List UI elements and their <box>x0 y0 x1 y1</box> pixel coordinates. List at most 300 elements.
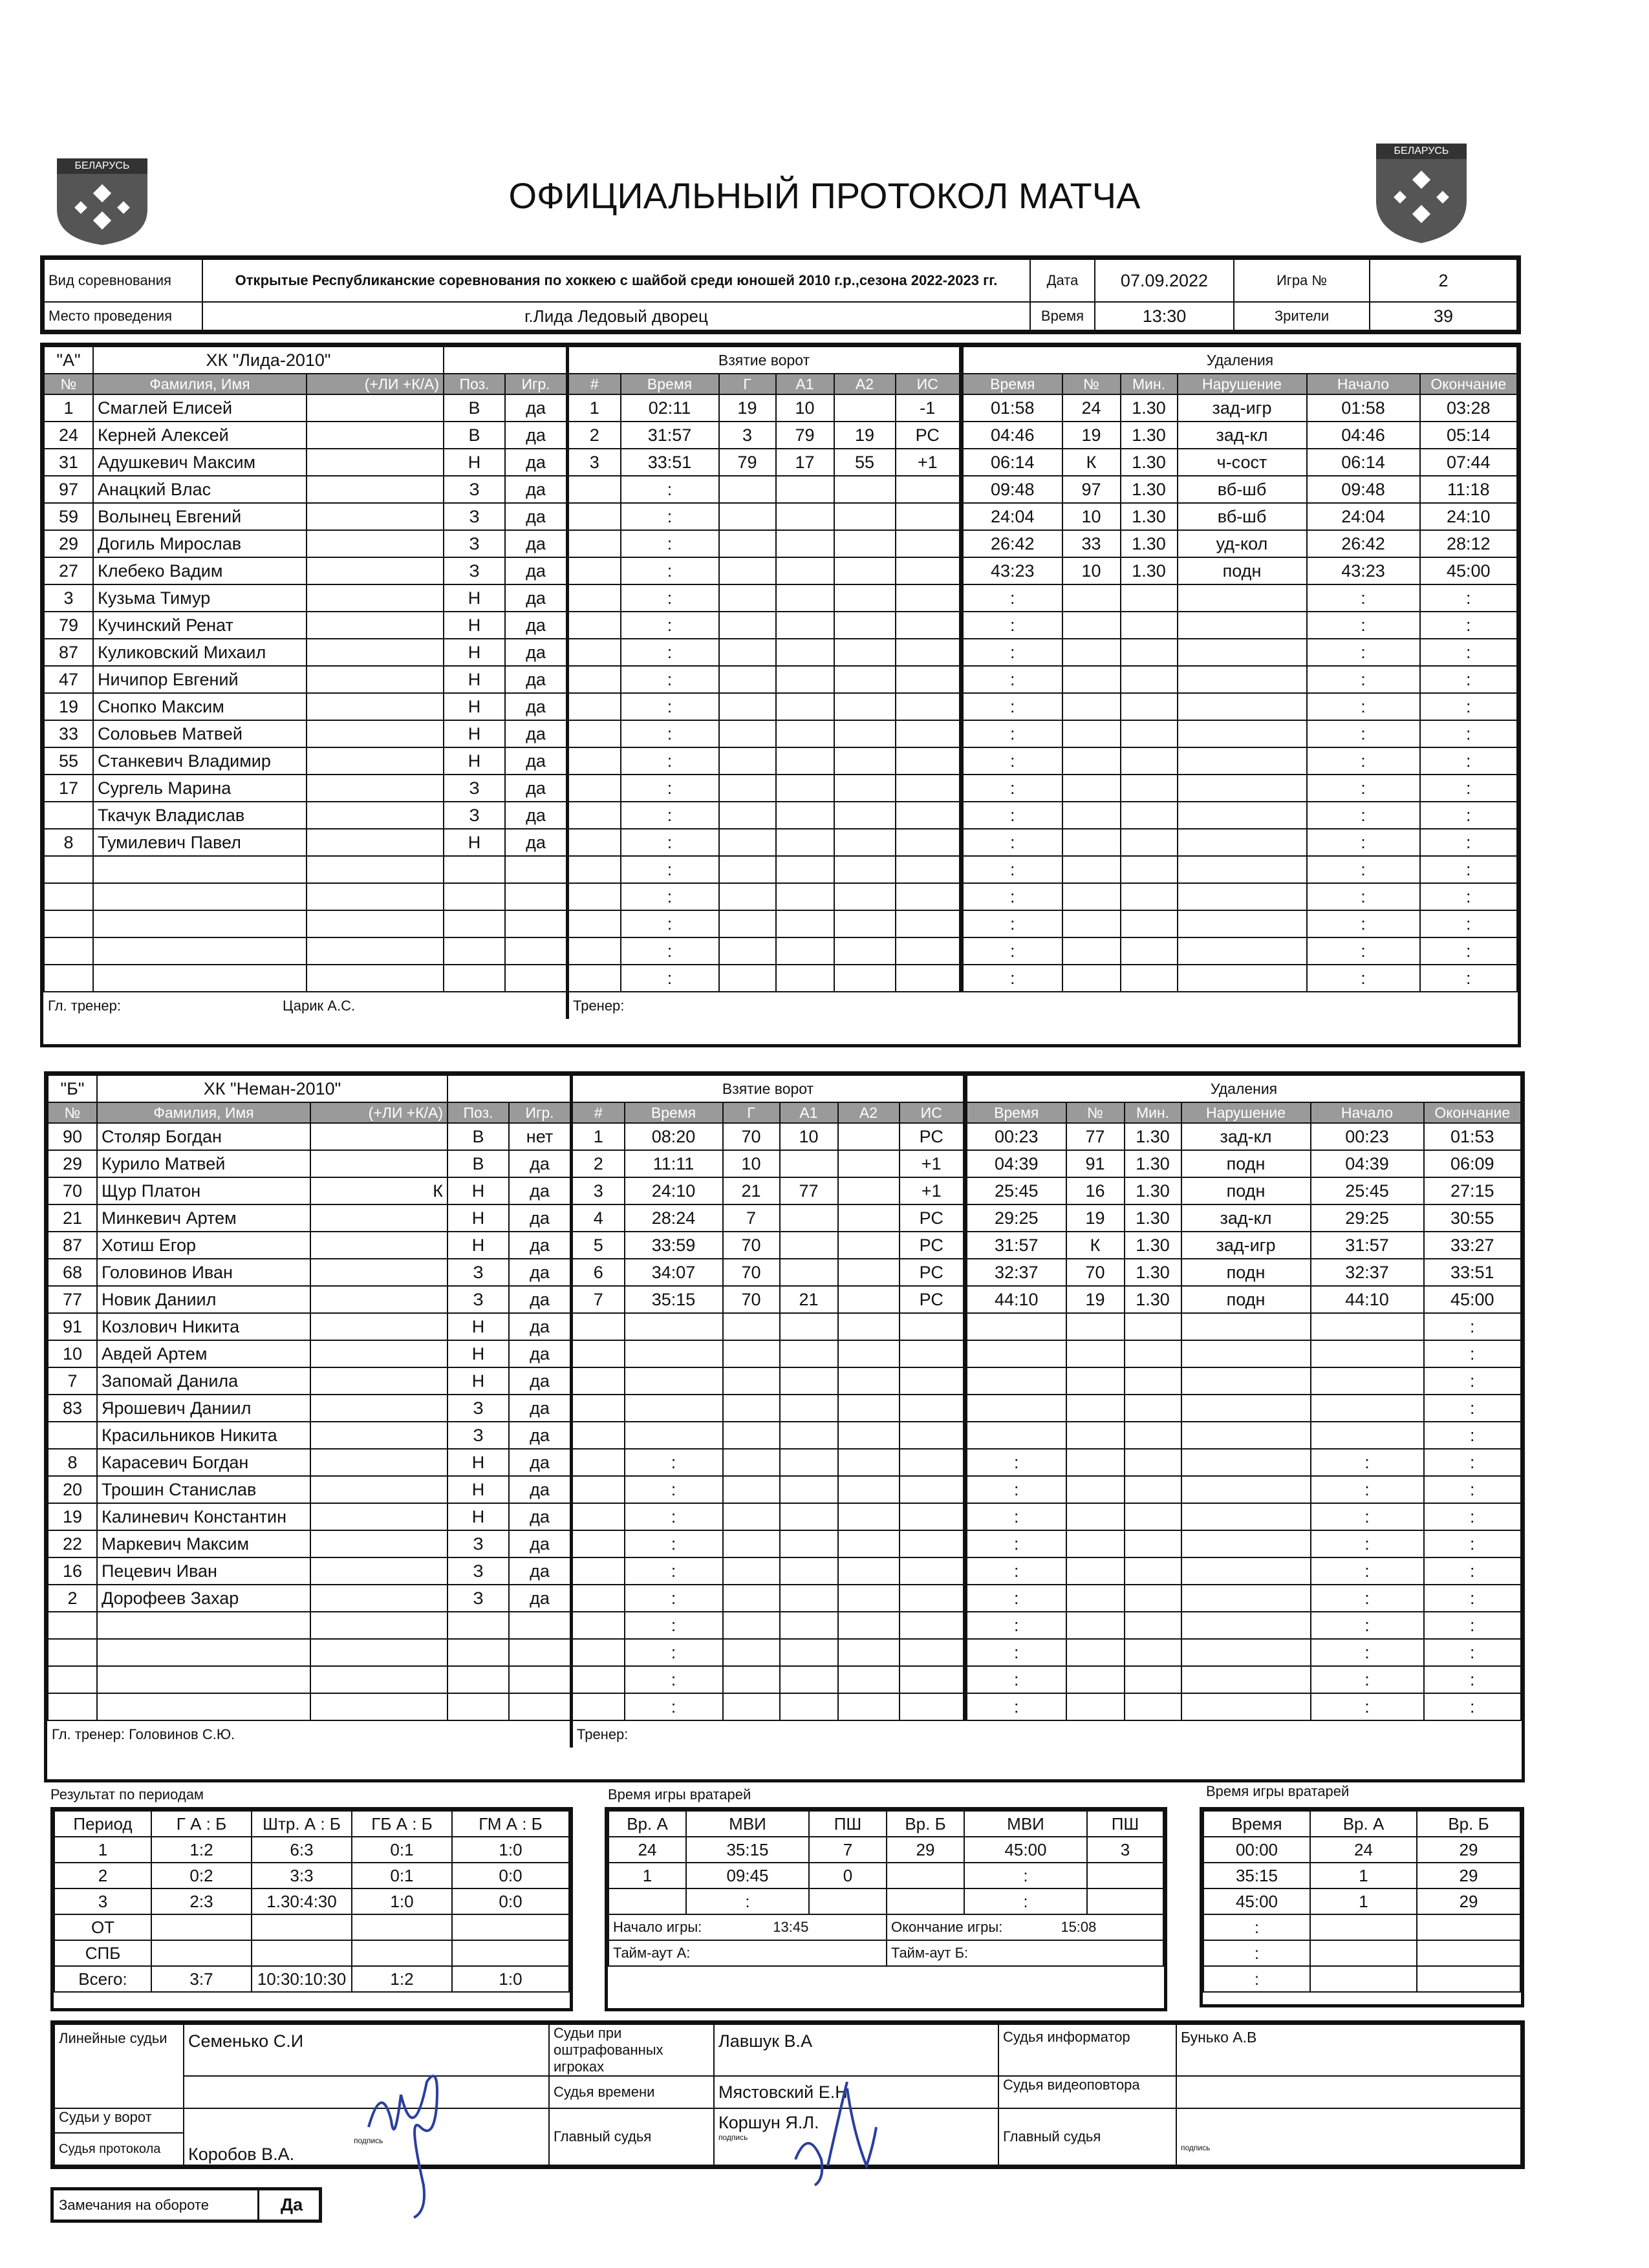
goal-row-cell <box>838 1367 900 1395</box>
penalty-row-cell <box>1066 1476 1125 1503</box>
penalty-row-cell: 16 <box>1066 1177 1125 1204</box>
goalie-row-cell: 1 <box>609 1863 686 1888</box>
period-row-cell: 3:7 <box>151 1966 252 1992</box>
player-row-cell: Н <box>447 1503 509 1530</box>
player-row <box>44 503 566 530</box>
penalty-row-cell: : <box>1420 775 1518 802</box>
player-row-cell: Н <box>444 449 505 476</box>
penalty-row <box>962 666 1518 693</box>
goalies2-title: Время игры вратарей <box>1206 1783 1350 1799</box>
player-row-cell <box>93 965 307 992</box>
goal-row-cell <box>896 856 960 883</box>
goal-row-cell <box>780 1259 838 1286</box>
goal-row <box>568 449 960 476</box>
goal-row-cell <box>838 1422 900 1449</box>
goalie-row-cell <box>809 1888 887 1914</box>
penalty-row-cell: 1.30 <box>1121 557 1178 584</box>
goal-row-cell: : <box>621 910 719 937</box>
remarks-value: Да <box>257 2190 324 2220</box>
penalty-row-cell: : <box>1307 612 1420 639</box>
player-row <box>44 910 566 937</box>
player-row <box>44 530 566 557</box>
penalty-row-cell <box>1181 1693 1311 1720</box>
penalty-row-cell: 01:58 <box>962 394 1062 422</box>
player-row-cell: Столяр Богдан <box>97 1123 310 1150</box>
col-goal-time: Время <box>621 374 719 394</box>
penalty-row-cell: 06:14 <box>962 449 1062 476</box>
goalie-row-cell: : <box>964 1888 1087 1914</box>
player-row-cell: Н <box>447 1232 509 1259</box>
col-pen-start: Начало <box>1311 1102 1424 1123</box>
penalty-row-cell: 27:15 <box>1424 1177 1522 1204</box>
penalty-row-cell <box>1121 965 1178 992</box>
goal-row <box>568 584 960 612</box>
goal-row-cell <box>834 693 896 720</box>
goal-row-cell <box>572 1476 625 1503</box>
penalty-row <box>962 883 1518 910</box>
penalty-row-cell: : <box>1311 1666 1424 1693</box>
penalty-row-cell <box>1181 1585 1311 1612</box>
col-goalie-b: Вр. Б <box>887 1811 964 1837</box>
player-row-cell: 29 <box>44 530 93 557</box>
goalie2-row-cell: 29 <box>1417 1888 1520 1914</box>
goal-row-cell: 3 <box>568 449 621 476</box>
goal-row-cell <box>780 1313 838 1340</box>
goal-row <box>572 1123 964 1150</box>
goal-row <box>568 666 960 693</box>
goal-row-cell <box>834 829 896 856</box>
goal-row-cell: 02:11 <box>621 394 719 422</box>
page-title: ОФИЦИАЛЬНЫЙ ПРОТОКОЛ МАТЧА <box>508 175 1141 216</box>
goal-row-cell: 79 <box>719 449 776 476</box>
player-row <box>44 449 566 476</box>
penalty-row-cell: : <box>962 747 1062 775</box>
goal-row <box>572 1232 964 1259</box>
goal-row-cell <box>568 965 621 992</box>
penalty-row-cell: 33:51 <box>1424 1259 1522 1286</box>
player-row-cell <box>307 422 444 449</box>
penalty-row <box>962 693 1518 720</box>
penalty-row-cell <box>1311 1367 1424 1395</box>
penalty-row-cell: вб-шб <box>1178 503 1307 530</box>
team-a-roster <box>43 346 567 1019</box>
player-row-cell: да <box>505 829 566 856</box>
goal-row-cell <box>723 1666 780 1693</box>
penalty-row <box>962 449 1518 476</box>
goal-row <box>572 1557 964 1585</box>
penalty-row-cell: 26:42 <box>1307 530 1420 557</box>
goal-row <box>568 856 960 883</box>
penalty-row-cell: 1.30 <box>1121 449 1178 476</box>
player-row-cell <box>93 856 307 883</box>
player-row-cell: Н <box>444 720 505 747</box>
goal-row-cell <box>780 1557 838 1585</box>
penalty-row <box>962 937 1518 965</box>
goal-row-cell <box>719 720 776 747</box>
logo-banner: БЕЛАРУСЬ <box>1376 144 1467 159</box>
player-row-cell: да <box>505 802 566 829</box>
period-row <box>54 1940 569 1966</box>
player-row-cell: да <box>505 394 566 422</box>
goal-row-cell <box>780 1204 838 1232</box>
goal-row-cell <box>896 584 960 612</box>
penalty-row <box>966 1639 1522 1666</box>
penalty-row-cell <box>1121 720 1178 747</box>
player-row-cell: Н <box>444 612 505 639</box>
goal-row-cell: 24:10 <box>625 1177 723 1204</box>
col-toi-b: МВИ <box>964 1811 1087 1837</box>
penalty-row-cell: 04:46 <box>962 422 1062 449</box>
goal-row-cell <box>776 856 834 883</box>
player-row-cell <box>447 1693 509 1720</box>
goal-row-cell <box>776 693 834 720</box>
goal-row-cell <box>900 1503 964 1530</box>
player-row-cell: Трошин Станислав <box>97 1476 310 1503</box>
player-row-cell <box>307 639 444 666</box>
goal-row-cell <box>719 557 776 584</box>
penalty-row-cell: : <box>962 856 1062 883</box>
goal-row <box>568 394 960 422</box>
player-row <box>44 476 566 503</box>
penalty-row-cell <box>1178 584 1307 612</box>
goalie-row-cell: : <box>964 1863 1087 1888</box>
period-row <box>54 1863 569 1888</box>
player-row-cell <box>509 1612 570 1639</box>
period-row-cell: 10:30:10:30 <box>252 1966 352 1992</box>
player-row-cell <box>310 1313 447 1340</box>
penalty-row-cell: : <box>962 584 1062 612</box>
end-label: Окончание игры: <box>891 1919 1003 1935</box>
goal-row-cell <box>896 775 960 802</box>
penalty-row <box>966 1476 1522 1503</box>
penalty-row-cell <box>1121 747 1178 775</box>
penalty-row-cell <box>1125 1557 1181 1585</box>
player-row-cell <box>310 1367 447 1395</box>
penalty-row-cell <box>1062 584 1121 612</box>
time-label: Время <box>1030 302 1095 330</box>
spectators-label: Зрители <box>1234 302 1370 330</box>
player-row-cell: Калиневич Константин <box>97 1503 310 1530</box>
player-row-cell <box>307 666 444 693</box>
penalty-row-cell <box>1178 747 1307 775</box>
player-row-cell: да <box>509 1422 570 1449</box>
penalty-row-cell: зад-кл <box>1181 1204 1311 1232</box>
goal-row-cell <box>719 693 776 720</box>
goalie-row-cell: 24 <box>609 1837 686 1863</box>
goal-row <box>568 829 960 856</box>
player-row-cell: 47 <box>44 666 93 693</box>
goal-row-cell: 2 <box>568 422 621 449</box>
penalty-row-cell: 1.30 <box>1125 1123 1181 1150</box>
player-row-cell: Курило Матвей <box>97 1150 310 1177</box>
player-row-cell: да <box>509 1286 570 1313</box>
goalie2-row-cell: 35:15 <box>1203 1863 1310 1888</box>
penalty-row <box>966 1395 1522 1422</box>
goal-row-cell <box>719 476 776 503</box>
player-row-cell: Н <box>444 666 505 693</box>
informer-label: Судья информатор <box>998 2024 1176 2076</box>
player-row-cell: 7 <box>48 1367 97 1395</box>
penalty-row <box>962 584 1518 612</box>
referee-label: Главный судья <box>549 2108 714 2165</box>
penalty-row-cell: 91 <box>1066 1150 1125 1177</box>
player-row <box>48 1585 570 1612</box>
period-row-cell: 3 <box>54 1888 151 1914</box>
penalty-row-cell: ч-сост <box>1178 449 1307 476</box>
penalty-row-cell <box>1181 1476 1311 1503</box>
goal-row-cell <box>572 1395 625 1422</box>
penalty-row-cell: : <box>1307 666 1420 693</box>
goal-row-cell: РС <box>900 1204 964 1232</box>
goalies-table <box>608 1810 1164 1967</box>
goalie-row-cell <box>1087 1888 1163 1914</box>
player-row-cell <box>310 1123 447 1150</box>
goal-row-cell <box>776 747 834 775</box>
penalty-row-cell <box>1311 1340 1424 1367</box>
goal-row-cell: : <box>625 1585 723 1612</box>
player-row <box>44 747 566 775</box>
penalty-row-cell <box>1062 775 1121 802</box>
game-value: 2 <box>1370 259 1517 302</box>
penalty-row-cell: 19 <box>1066 1204 1125 1232</box>
period-row-cell: 2 <box>54 1863 151 1888</box>
goalie2-row-cell <box>1417 1966 1520 1992</box>
goalies2-block <box>1200 1807 1524 2007</box>
col-extra: (+ЛИ +К/А) <box>310 1102 447 1123</box>
penalty-row-cell: 70 <box>1066 1259 1125 1286</box>
player-row-cell: 55 <box>44 747 93 775</box>
col-time: Время <box>1203 1811 1310 1837</box>
penalty-row-cell: 24 <box>1062 394 1121 422</box>
player-row-cell: 2 <box>48 1585 97 1612</box>
penalty-row <box>966 1503 1522 1530</box>
goalie-row-cell: 7 <box>809 1837 887 1863</box>
penalty-row-cell <box>1125 1422 1181 1449</box>
player-row-cell: Адушкевич Максим <box>93 449 307 476</box>
penalty-row-cell <box>1066 1449 1125 1476</box>
penalty-row-cell <box>966 1395 1066 1422</box>
penalty-row-cell: : <box>1307 937 1420 965</box>
goal-row-cell: 11:11 <box>625 1150 723 1177</box>
penalty-row-cell: подн <box>1181 1150 1311 1177</box>
goal-row-cell <box>838 1639 900 1666</box>
goal-row-cell <box>776 612 834 639</box>
player-row-cell: Н <box>447 1367 509 1395</box>
player-row <box>44 802 566 829</box>
goal-row-cell: +1 <box>900 1150 964 1177</box>
coach-name: Головинов С.Ю. <box>129 1726 235 1742</box>
team-name: ХК "Лида-2010" <box>93 347 444 374</box>
signature-label: подпись <box>1181 2143 1211 2152</box>
goal-row-cell <box>625 1395 723 1422</box>
linesmen-value: Семенько С.И <box>184 2024 549 2076</box>
player-row-cell <box>93 910 307 937</box>
period-row-cell: 0:1 <box>352 1863 452 1888</box>
goal-row-cell <box>719 639 776 666</box>
penalty-row-cell: 1.30 <box>1121 394 1178 422</box>
player-row <box>48 1286 570 1313</box>
period-row-cell: 2:3 <box>151 1888 252 1914</box>
period-row-cell: 0:1 <box>352 1837 452 1863</box>
player-row-cell: 22 <box>48 1530 97 1557</box>
col-ga-a: ПШ <box>809 1811 887 1837</box>
player-row-cell <box>310 1395 447 1422</box>
period-row-cell: 0:2 <box>151 1863 252 1888</box>
penalty-row <box>962 802 1518 829</box>
player-row-cell: да <box>509 1503 570 1530</box>
player-row-cell: Щур Платон <box>97 1177 310 1204</box>
penalty-row-cell: : <box>1424 1612 1522 1639</box>
info-table <box>43 259 1518 331</box>
player-row-cell <box>307 829 444 856</box>
penalty-row-cell <box>1121 883 1178 910</box>
player-row <box>48 1123 570 1150</box>
goal-row-cell <box>719 530 776 557</box>
col-played: Игр. <box>509 1102 570 1123</box>
player-row-cell: 83 <box>48 1395 97 1422</box>
player-row-cell <box>310 1585 447 1612</box>
penalty-row-cell <box>1311 1313 1424 1340</box>
player-row-cell: 77 <box>48 1286 97 1313</box>
player-row <box>48 1639 570 1666</box>
goalie-row-cell: 09:45 <box>686 1863 809 1888</box>
goal-row-cell: : <box>625 1557 723 1585</box>
goal-row-cell <box>834 476 896 503</box>
period-row-cell <box>151 1940 252 1966</box>
player-row <box>48 1530 570 1557</box>
goal-row-cell <box>896 720 960 747</box>
player-row-cell: Тумилевич Павел <box>93 829 307 856</box>
player-row-cell: 79 <box>44 612 93 639</box>
goal-row-cell: 21 <box>723 1177 780 1204</box>
player-row-cell: 8 <box>44 829 93 856</box>
goal-row <box>572 1150 964 1177</box>
penalty-row <box>966 1666 1522 1693</box>
goal-row-cell <box>780 1449 838 1476</box>
penalty-row-cell: : <box>962 639 1062 666</box>
goal-row-cell <box>723 1612 780 1639</box>
penalty-row-cell: : <box>1307 965 1420 992</box>
goal-row-cell <box>838 1286 900 1313</box>
penalty-row-cell <box>966 1367 1066 1395</box>
player-row-cell <box>310 1340 447 1367</box>
coach-label: Гл. тренер: <box>48 997 122 1014</box>
penalty-row-cell <box>1181 1557 1311 1585</box>
player-row-cell <box>93 937 307 965</box>
col-assist2: А2 <box>838 1102 900 1123</box>
penalty-row-cell <box>1121 666 1178 693</box>
player-row-cell <box>310 1639 447 1666</box>
goal-row-cell <box>834 503 896 530</box>
player-row-cell <box>48 1612 97 1639</box>
date-label: Дата <box>1030 259 1095 302</box>
goal-row-cell <box>780 1422 838 1449</box>
period-row-cell: 1:0 <box>452 1837 569 1863</box>
goal-row-cell <box>900 1476 964 1503</box>
goal-row <box>568 965 960 992</box>
goal-row-cell: 35:15 <box>625 1286 723 1313</box>
goal-row-cell <box>838 1123 900 1150</box>
player-row-cell <box>447 1666 509 1693</box>
penalty-row-cell: : <box>962 802 1062 829</box>
goal-row-cell: РС <box>900 1232 964 1259</box>
penalty-row-cell: зад-кл <box>1178 422 1307 449</box>
goalies-title: Время игры вратарей <box>608 1786 751 1803</box>
goalie-row-cell: : <box>686 1888 809 1914</box>
goal-row <box>572 1313 964 1340</box>
goal-row-cell <box>568 557 621 584</box>
period-row-cell <box>151 1914 252 1940</box>
player-row-cell: 3 <box>44 584 93 612</box>
goal-row-cell <box>719 612 776 639</box>
goal-row-cell <box>834 557 896 584</box>
player-row-cell: да <box>509 1204 570 1232</box>
player-row-cell <box>310 1449 447 1476</box>
penalty-row <box>962 965 1518 992</box>
player-row-cell: да <box>509 1449 570 1476</box>
goal-row <box>568 612 960 639</box>
player-row-cell <box>509 1666 570 1693</box>
goal-row-cell <box>572 1612 625 1639</box>
goal-row-cell <box>896 557 960 584</box>
player-row-cell <box>307 530 444 557</box>
end-value: 15:08 <box>1061 1919 1097 1935</box>
penalty-row-cell: 33 <box>1062 530 1121 557</box>
player-row-cell <box>307 476 444 503</box>
player-row-cell: Клебеко Вадим <box>93 557 307 584</box>
penalty-row-cell <box>1181 1422 1311 1449</box>
penalty-row <box>962 856 1518 883</box>
goalie2-row-cell: : <box>1203 1966 1310 1992</box>
player-row-cell <box>307 557 444 584</box>
penalty-row-cell: 77 <box>1066 1123 1125 1150</box>
penalty-row-cell: 43:23 <box>962 557 1062 584</box>
player-row-cell: К <box>310 1177 447 1204</box>
player-row-cell <box>505 937 566 965</box>
player-row-cell: З <box>444 775 505 802</box>
col-situation: ИС <box>896 374 960 394</box>
penalty-row-cell: 01:53 <box>1424 1123 1522 1150</box>
penalty-row-cell: : <box>966 1557 1066 1585</box>
goal-row-cell: 21 <box>780 1286 838 1313</box>
player-row-cell <box>307 503 444 530</box>
goal-row-cell <box>834 639 896 666</box>
player-row-cell <box>310 1557 447 1585</box>
goal-row-cell <box>776 965 834 992</box>
goal-row-cell: : <box>621 965 719 992</box>
goal-row-cell <box>896 612 960 639</box>
goal-row-cell: : <box>621 856 719 883</box>
goal-row <box>568 639 960 666</box>
penalty-row-cell: : <box>1307 693 1420 720</box>
goal-row-cell <box>780 1367 838 1395</box>
goal-row-cell: 7 <box>723 1204 780 1232</box>
goal-row-cell: 08:20 <box>625 1123 723 1150</box>
col-number: № <box>48 1102 97 1123</box>
linesmen-label: Линейные судьи <box>54 2024 184 2108</box>
player-row-cell: да <box>509 1259 570 1286</box>
goal-row <box>568 883 960 910</box>
player-row-cell: Ткачук Владислав <box>93 802 307 829</box>
player-row-cell: Н <box>447 1476 509 1503</box>
team-name: ХК "Неман-2010" <box>97 1075 447 1102</box>
penalty-row-cell: : <box>1424 1693 1522 1720</box>
penalty-row <box>962 612 1518 639</box>
goal-row-cell: 79 <box>776 422 834 449</box>
penalty-row-cell <box>1178 910 1307 937</box>
goal-row-cell: 70 <box>723 1286 780 1313</box>
penalty-row-cell: 24:04 <box>1307 503 1420 530</box>
